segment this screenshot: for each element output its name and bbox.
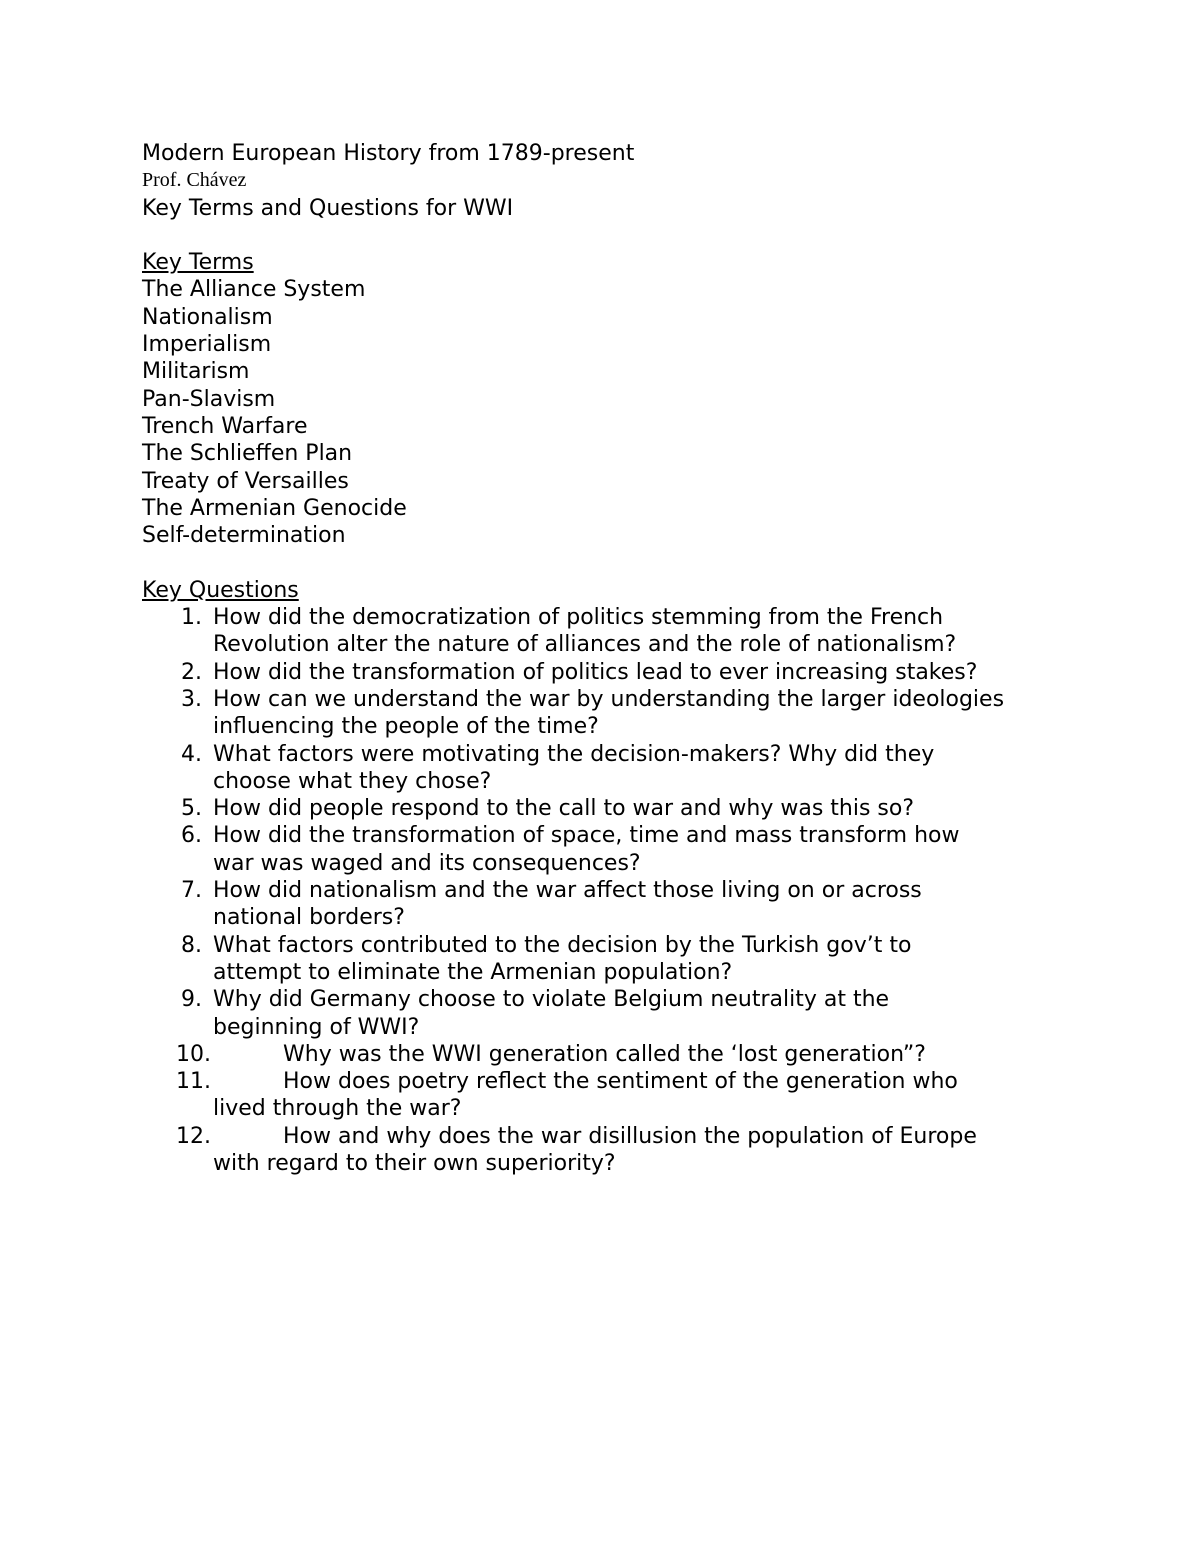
question-item (142, 795, 1082, 822)
key-terms-list (142, 276, 1082, 549)
question-line: Why did Germany choose to violate Belgium neutrality at the (213, 987, 890, 1013)
key-term: Self-determination (142, 523, 346, 549)
question-line: beginning of WWI? (213, 1014, 420, 1040)
question-item (142, 822, 1082, 877)
key-term: Nationalism (142, 304, 273, 330)
question-number: 12. (176, 1123, 211, 1149)
question-line: influencing the people of the time? (213, 714, 599, 740)
question-line: How did the transformation of space, time and mass transform how (213, 823, 960, 849)
course-title: Modern European History from 1789-present (142, 141, 635, 166)
question-number: 11. (176, 1069, 211, 1095)
question-number: 8. (181, 932, 202, 958)
question-number: 7. (181, 878, 202, 904)
key-term: Militarism (142, 359, 250, 385)
question-line: How can we understand the war by understanding the larger ideologies (213, 686, 1005, 712)
question-item (142, 1123, 1082, 1178)
question-line: How does poetry reflect the sentiment of the generation who (283, 1069, 958, 1095)
question-item (142, 604, 1082, 659)
key-term: Trench Warfare (142, 413, 308, 439)
question-number: 9. (181, 987, 202, 1013)
question-item (142, 1068, 1082, 1123)
key-term: The Schlieffen Plan (142, 441, 353, 467)
key-term: The Alliance System (142, 277, 366, 303)
question-item (142, 932, 1082, 987)
key-term: The Armenian Genocide (142, 495, 407, 521)
question-item (142, 686, 1082, 741)
question-line-wrap (213, 1041, 1082, 1068)
key-questions-list (142, 604, 1082, 1177)
key-term: Imperialism (142, 332, 272, 358)
question-line: with regard to their own superiority? (213, 1150, 616, 1176)
question-line-wrap (213, 1068, 1082, 1095)
question-line: war was waged and its consequences? (213, 850, 641, 876)
key-questions-heading: Key Questions (142, 577, 299, 603)
question-line: choose what they chose? (213, 768, 492, 794)
document-title: Key Terms and Questions for WWI (142, 195, 514, 221)
question-number: 5. (181, 796, 202, 822)
question-item (142, 986, 1082, 1041)
question-line: national borders? (213, 905, 405, 931)
question-line: What factors contributed to the decision by the Turkish gov’t to (213, 932, 912, 958)
question-line-wrap (213, 1123, 1082, 1150)
question-number: 3. (181, 686, 202, 712)
question-item (142, 659, 1082, 686)
question-line: How did the democratization of politics stemming from the French (213, 605, 944, 631)
question-line: Why was the WWI generation called the ‘lost generation”? (283, 1041, 926, 1067)
question-number: 4. (181, 741, 202, 767)
spacer (142, 222, 1082, 249)
question-number: 10. (176, 1041, 211, 1067)
professor-name: Prof. Chávez (142, 169, 247, 192)
question-item (142, 1041, 1082, 1068)
question-number: 6. (181, 823, 202, 849)
question-line: How did nationalism and the war affect those living on or across (213, 878, 922, 904)
question-line: How and why does the war disillusion the population of Europe (283, 1123, 977, 1149)
key-term: Pan-Slavism (142, 386, 276, 412)
question-line: How did the transformation of politics lead to ever increasing stakes? (213, 659, 978, 685)
document-body (142, 140, 1082, 1177)
question-line: What factors were motivating the decision-makers? Why did they (213, 741, 935, 767)
question-line: attempt to eliminate the Armenian population? (213, 959, 733, 985)
question-line: lived through the war? (213, 1096, 462, 1122)
key-terms-heading: Key Terms (142, 250, 254, 276)
question-line: Revolution alter the nature of alliances and the role of nationalism? (213, 632, 957, 658)
question-number: 1. (181, 605, 202, 631)
question-line: How did people respond to the call to war and why was this so? (213, 796, 915, 822)
question-item (142, 741, 1082, 796)
spacer (142, 549, 1082, 576)
question-number: 2. (181, 659, 202, 685)
question-item (142, 877, 1082, 932)
key-term: Treaty of Versailles (142, 468, 349, 494)
